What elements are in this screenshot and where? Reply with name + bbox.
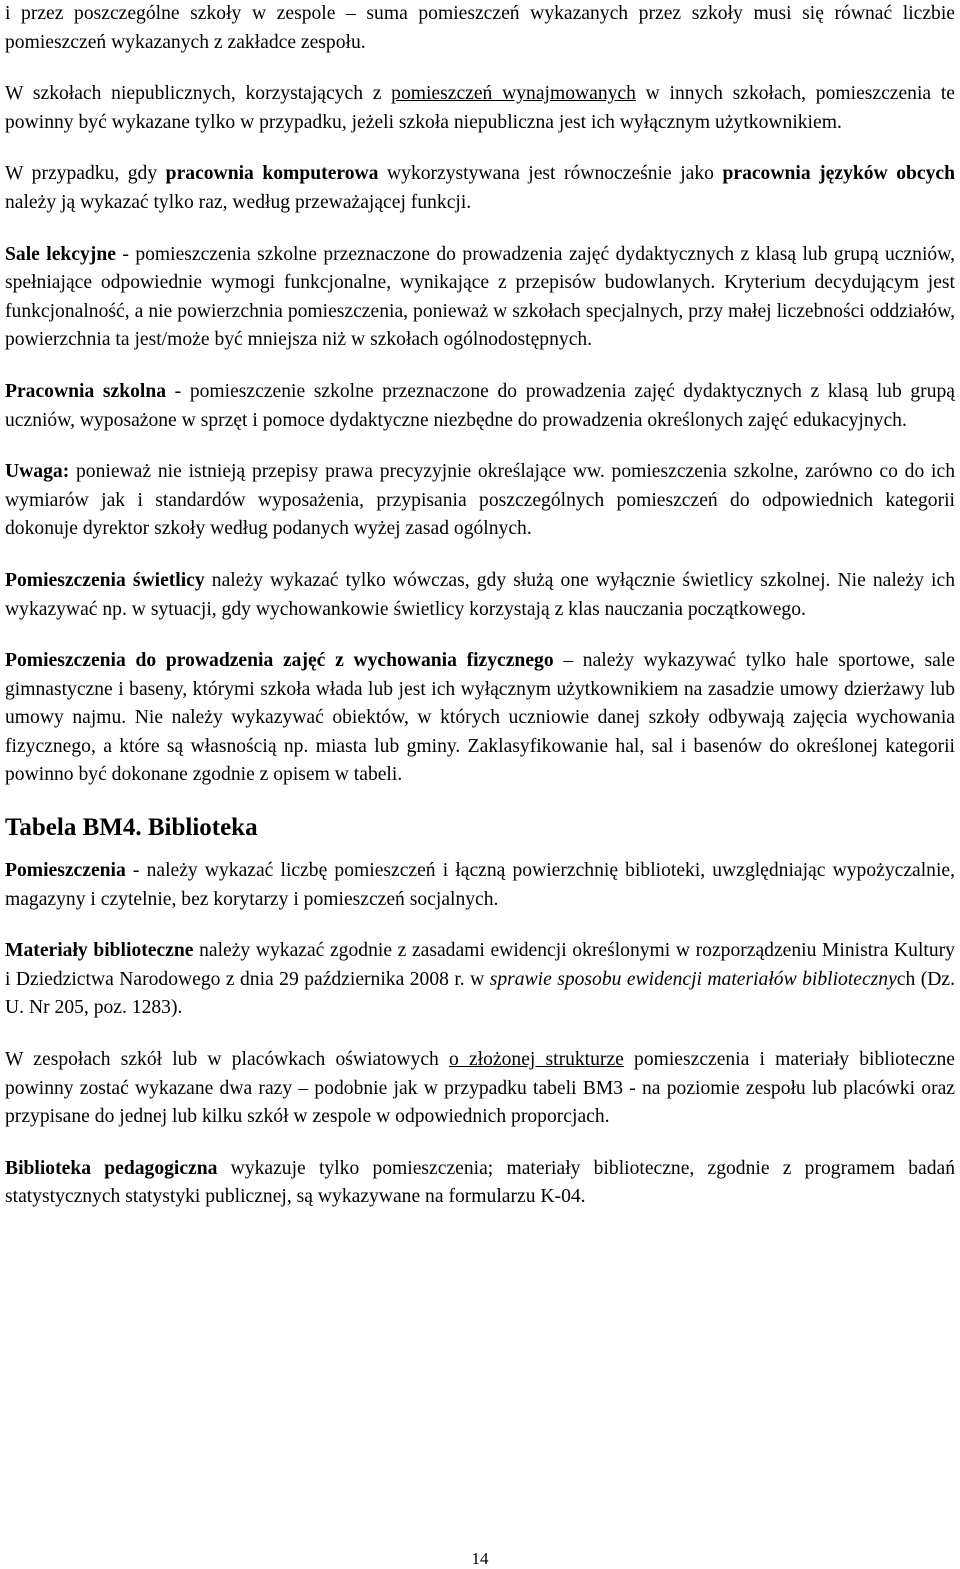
bold-term: pracownia języków obcych <box>722 163 956 185</box>
section-heading: Tabela BM4. Biblioteka <box>5 814 258 842</box>
text: - pomieszczenia szkolne przeznaczone do prowadzenia zajęć dydaktycznych z klasą lub grupą uczniów, spełniające odpowiednie wymogi funkcjonalne, wynikające z przepisów budowlanych. Kryterium decydującym jest funkcjonalność, a nie powierzchnia pomieszczenia, ponieważ w szkołach specjalnych, przy małej liczebności oddziałów, powierzchnia ta jest/może być mniejsza niż w szkołach ogólnodostępnych. <box>5 243 955 351</box>
text: należy wykazać tylko wówczas, gdy służą one wyłącznie świetlicy szkolnej. Nie należy ich wykazywać np. w sytuacji, gdy wychowankowie świetlicy korzystają z klas nauczania początkowego. <box>5 569 955 620</box>
italic-title: sprawie sposobu ewidencji materiałów biblioteczny <box>489 968 897 990</box>
paragraph-pedagogical-library <box>5 1155 955 1212</box>
bold-term: Pomieszczenia do prowadzenia zajęć z wychowania fizycznego <box>5 650 554 672</box>
bold-term: Pomieszczenia <box>5 860 126 882</box>
document-page <box>5 0 955 1235</box>
bold-term: Pracownia szkolna <box>5 380 167 402</box>
text: należy ją wykazać tylko raz, według przeważającej funkcji. <box>5 191 472 213</box>
bold-term: Pomieszczenia świetlicy <box>5 569 205 591</box>
paragraph-library-materials <box>5 937 955 1023</box>
paragraph-school-lab <box>5 378 955 435</box>
paragraph-common-room <box>5 567 955 624</box>
paragraph-non-public-schools <box>5 80 955 137</box>
paragraph-note <box>5 458 955 544</box>
text: wykorzystywana jest równocześnie jako <box>378 163 723 185</box>
text: i przez poszczególne szkoły w zespole – suma pomieszczeń wykazanych przez szkoły musi się równać liczbie pomieszczeń wykazanych z zakładce zespołu. <box>5 3 955 53</box>
paragraph-library-rooms <box>5 857 955 914</box>
text: – należy wykazywać tylko hale sportowe, sale gimnastyczne i baseny, którymi szkoła włada lub jest ich wyłącznym użytkownikiem na zasadzie umowy dzierżawy lub umowy najmu. Nie należy wykazywać obiektów, w których uczniowie danej szkoły odbywają zajęcia wychowania fizycznego, a które są własnością np. miasta lub gminy. Zaklasyfikowanie hal, sal i basenów do określonej kategorii powinno być dokonane zgodnie z opisem w tabeli. <box>5 650 955 786</box>
bold-term: Biblioteka pedagogiczna <box>5 1157 218 1179</box>
text: należy wykazać zgodnie z zasadami ewidencji określonymi w rozporządzeniu Ministra Kultury i Dziedzictwa Narodowego z dnia 29 października 2008 r. w <box>5 940 955 990</box>
text: - należy wykazać liczbę pomieszczeń i łączną powierzchnię biblioteki, uwzględniając wypożyczalnie, magazyny i czytelnie, bez korytarzy i pomieszczeń socjalnych. <box>5 860 955 910</box>
text: W zespołach szkół lub w placówkach oświatowych <box>5 1049 450 1071</box>
text: ch (Dz. U. Nr 205, poz. 1283). <box>5 968 955 1019</box>
text: W szkołach niepublicznych, korzystających z <box>5 83 392 105</box>
text: wykazuje tylko pomieszczenia; materiały biblioteczne, zgodnie z programem badań statystycznych statystyki publicznej, są wykazywane na formularzu K-04. <box>5 1157 955 1208</box>
bold-term: Uwaga: <box>5 461 70 483</box>
text: W przypadku, gdy <box>5 163 166 185</box>
bold-term: pracownia komputerowa <box>165 163 379 185</box>
bold-term: Materiały biblioteczne <box>5 940 194 962</box>
paragraph-classrooms <box>5 241 955 355</box>
page-number: 14 <box>471 1549 489 1568</box>
underlined-term: o złożonej strukturze <box>449 1049 624 1071</box>
paragraph-computer-lab <box>5 160 955 217</box>
underlined-term: pomieszczeń wynajmowanych <box>391 83 636 105</box>
text: ponieważ nie istnieją przepisy prawa precyzyjnie określające ww. pomieszczenia szkolne, zarówno co do ich wymiarów jak i standardów wyposażenia, przypisania poszczególnych pomieszczeń do odpowiednich kategorii dokonuje dyrektor szkoły według podanych wyżej zasad ogólnych. <box>5 461 955 540</box>
text: w innych szkołach, pomieszczenia te powinny być wykazane tylko w przypadku, jeżeli szkoła niepubliczna jest ich wyłącznym użytkownikiem. <box>5 83 955 133</box>
text: - pomieszczenie szkolne przeznaczone do prowadzenia zajęć dydaktycznych z klasą lub grupą uczniów, wyposażone w sprzęt i pomoce dydaktyczne niezbędne do prowadzenia określonych zajęć edukacyjnych. <box>5 380 955 431</box>
bold-term: Sale lekcyjne <box>5 243 116 265</box>
paragraph-pe-rooms <box>5 647 955 790</box>
paragraph-school-rooms-sum <box>5 0 955 57</box>
text: pomieszczenia i materiały biblioteczne powinny zostać wykazane dwa razy – podobnie jak w przypadku tabeli BM3 - na poziomie zespołu lub placówki oraz przypisane do jednej lub kilku szkół w zespole w odpowiednich proporcjach. <box>5 1049 955 1128</box>
paragraph-complex-structure <box>5 1046 955 1132</box>
